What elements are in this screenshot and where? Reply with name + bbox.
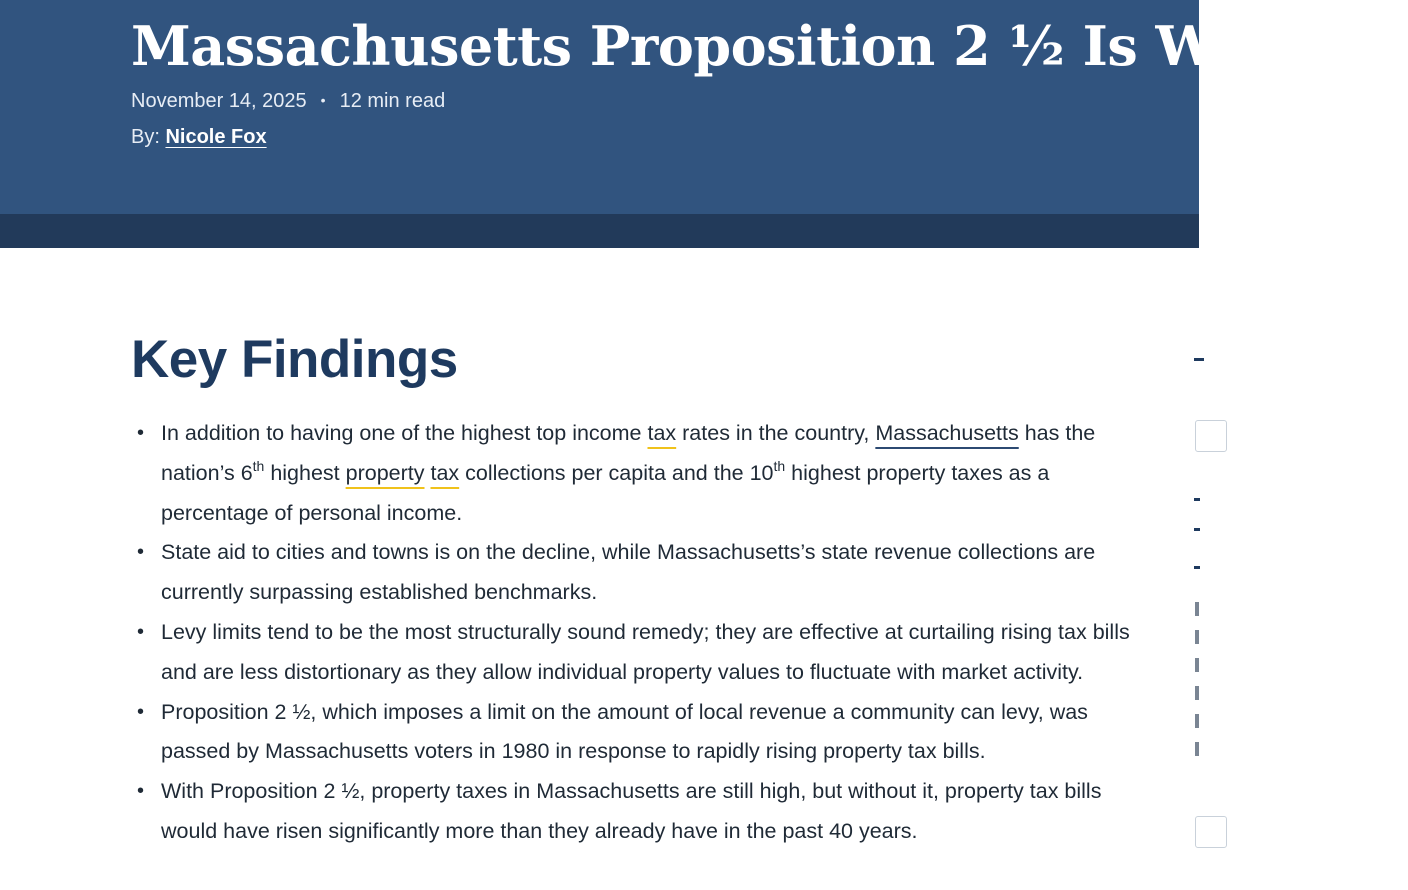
state-link-massachusetts[interactable]: Massachusetts (875, 421, 1019, 445)
sidebar-heading-fragment (1194, 358, 1204, 361)
sidebar-text-fragment (1195, 686, 1199, 700)
list-item (137, 414, 1161, 533)
bullet: • (137, 422, 145, 444)
author-link[interactable]: Nicole Fox (165, 126, 267, 148)
bullet: • (137, 700, 145, 723)
list-item (137, 533, 1161, 613)
sidebar-control[interactable] (1195, 420, 1227, 452)
hero-bottom-band (0, 214, 1199, 248)
finding-text: highest property taxes as a percentage of personal income. (161, 460, 1050, 525)
sidebar-text-fragment (1194, 498, 1200, 501)
right-sidebar-fragment (1190, 330, 1230, 860)
key-findings-list (131, 414, 1161, 852)
list-item (137, 772, 1161, 852)
finding-text: State aid to cities and towns is on the decline, while Massachusetts’s state revenue collections are currently surpassing established benchmarks. (161, 540, 1096, 605)
byline-prefix: By: (131, 126, 160, 148)
glossary-link-tax[interactable]: tax (430, 460, 460, 485)
finding-text: Levy limits tend to be the most structurally sound remedy; they are effective at curtailing rising tax bills and are less distortionary as they allow individual property values to fluctuate with market activity. (161, 619, 1130, 684)
read-time: 12 min read (339, 90, 446, 112)
bullet: • (137, 620, 145, 643)
sidebar-control[interactable] (1195, 816, 1227, 848)
finding-text: has the nation’s 6 (161, 421, 1096, 485)
article-title: Massachusetts Proposition 2 ½ Is Working (131, 14, 1408, 78)
article-hero (0, 0, 1408, 214)
publish-date: November 14, 2025 (131, 90, 307, 112)
list-item (137, 613, 1161, 693)
ordinal-suffix: th (252, 457, 265, 474)
finding-text: In addition to having one of the highest top income (161, 421, 648, 445)
sidebar-text-fragment (1194, 528, 1200, 531)
sidebar-text-fragment (1195, 630, 1199, 644)
finding-text: Proposition 2 ½, which imposes a limit on the amount of local revenue a community can levy, was passed by Massachusetts voters in 1980 in response to rapidly rising property tax bills. (161, 699, 1088, 764)
glossary-link-tax[interactable]: tax (647, 421, 677, 445)
sidebar-text-fragment (1194, 566, 1200, 569)
article-meta (131, 88, 445, 113)
bullet: • (137, 780, 145, 803)
bullet: • (137, 541, 145, 564)
ordinal-suffix: th (773, 457, 786, 474)
sidebar-text-fragment (1195, 742, 1199, 756)
finding-text: collections per capita and the 10 (459, 460, 774, 485)
byline (131, 125, 267, 149)
key-findings-heading: Key Findings (131, 330, 458, 389)
sidebar-text-fragment (1195, 714, 1199, 728)
list-item (137, 693, 1161, 773)
sidebar-text-fragment (1195, 602, 1199, 616)
meta-separator: • (320, 92, 326, 108)
finding-text: highest (264, 460, 346, 485)
finding-text: rates in the country, (676, 421, 876, 445)
finding-text: With Proposition 2 ½, property taxes in Massachusetts are still high, but without it, property tax bills would have risen significantly more than they already have in the past 40 years. (161, 779, 1102, 843)
sidebar-text-fragment (1195, 658, 1199, 672)
glossary-link-property[interactable]: property (345, 460, 425, 485)
